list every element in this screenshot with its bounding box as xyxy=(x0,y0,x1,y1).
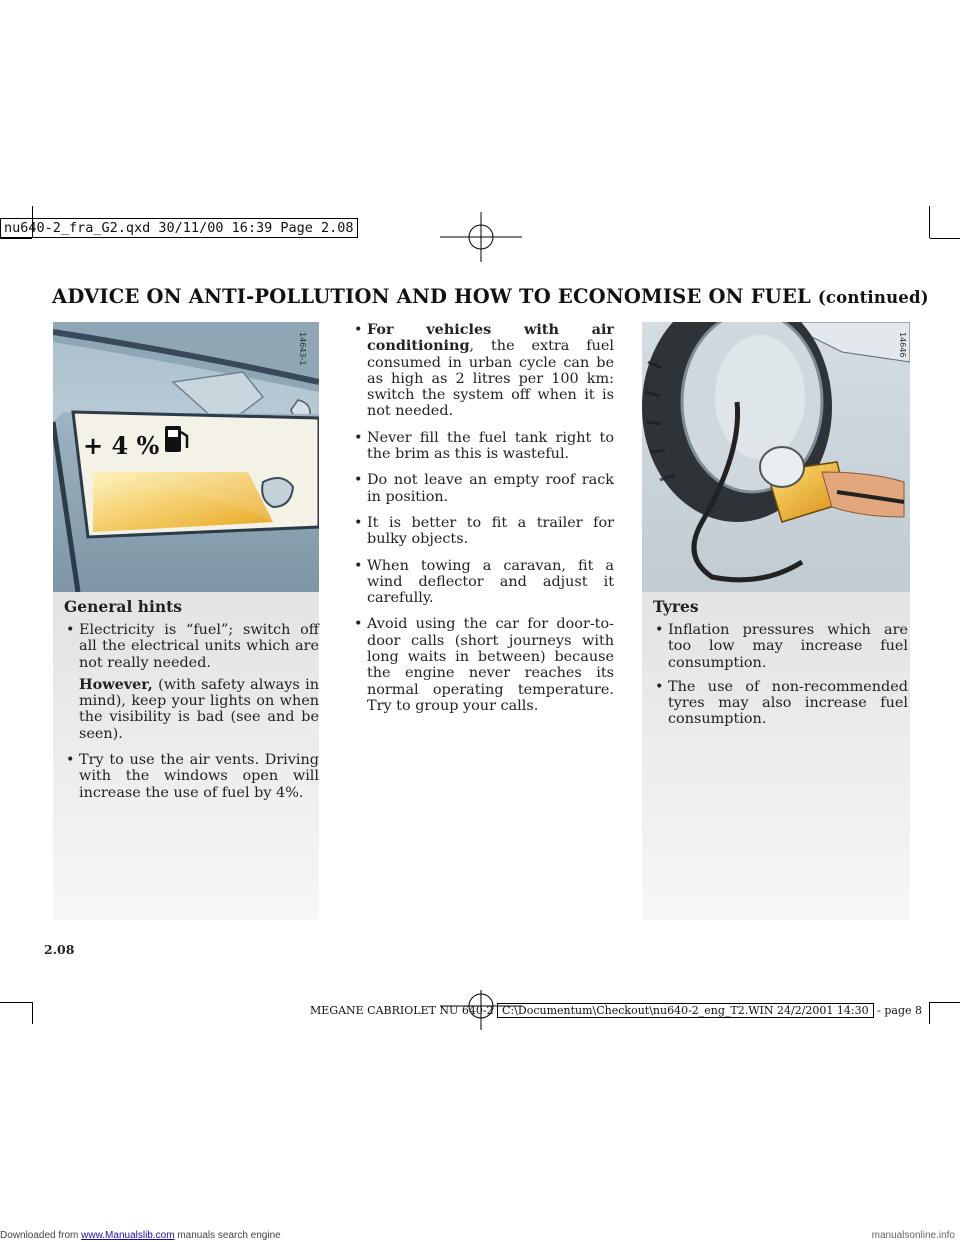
general-hints-title: General hints xyxy=(64,597,183,616)
heading-continued: (continued) xyxy=(817,288,929,307)
air-conditioning-text: , the extra fuel consumed in urban cycle can be as high as 2 litres per 100 km: switch the system off when it is not needed. xyxy=(367,338,614,420)
figure-ref-code: 14646 xyxy=(898,332,907,358)
crop-mark xyxy=(930,238,960,239)
figure-ref-code: 14643-1 xyxy=(298,332,307,366)
crop-mark xyxy=(930,1002,960,1003)
tyres-section xyxy=(653,598,908,735)
download-bar xyxy=(0,1229,960,1242)
car-window-illustration xyxy=(53,322,319,592)
hint-electricity: Electricity is “fuel”; switch off all the electrical units which are not really needed. xyxy=(79,622,319,671)
air-conditioning-label: For vehicles with air conditioning xyxy=(367,321,614,355)
crop-mark xyxy=(0,1002,32,1003)
footer-path: C:\Documentum\Checkout\nu640-2_eng_T2.WIN 24/2/2001 14:30 xyxy=(497,1003,874,1018)
list-item: • Avoid using the car for door-to-door calls (short journeys with long waits in between) because the engine never reaches its normal operating temperature. Try to group your calls. xyxy=(352,616,614,714)
list-item: • When towing a caravan, fit a wind deflector and adjust it carefully. xyxy=(352,558,614,607)
list-item: • Do not leave an empty roof rack in position. xyxy=(352,472,614,505)
page-number: 2.08 xyxy=(44,942,75,957)
footer-model: MEGANE CABRIOLET NU 640-2 xyxy=(310,1004,494,1017)
hint-lights-text: (with safety always in mind), keep your lights on when the visibility is bad (see and be seen). xyxy=(79,676,319,742)
heading-title: ADVICE ON ANTI-POLLUTION AND HOW TO ECONOMISE ON FUEL xyxy=(52,285,811,308)
general-hints-section xyxy=(64,598,319,808)
fuel-increase-label: + 4 % xyxy=(83,431,160,460)
registration-mark-icon xyxy=(440,212,522,262)
crop-mark xyxy=(32,1002,33,1024)
list-item xyxy=(64,622,319,742)
page-heading xyxy=(52,285,932,308)
print-slug: nu640-2_fra_G2.qxd 30/11/00 16:39 Page 2.08 xyxy=(0,217,358,239)
list-item: • The use of non-recommended tyres may also increase fuel consumption. xyxy=(653,679,908,728)
hint-lights xyxy=(79,677,319,742)
list-item: • Never fill the fuel tank right to the brim as this is wasteful. xyxy=(352,430,614,463)
footer-page: - page 8 xyxy=(877,1004,922,1017)
tyre-pressure-illustration xyxy=(642,322,910,592)
list-item: • It is better to fit a trailer for bulky objects. xyxy=(352,515,614,548)
download-suffix: manuals search engine xyxy=(177,1230,281,1241)
watermark-site: manualsonline.info xyxy=(871,1230,955,1241)
list-item xyxy=(64,752,319,801)
manualslib-link[interactable]: www.Manualslib.com xyxy=(81,1230,175,1241)
crop-mark xyxy=(929,206,930,238)
list-item: • Inflation pressures which are too low may increase fuel consumption. xyxy=(653,622,908,671)
tyres-title: Tyres xyxy=(653,597,699,616)
however-label: However, xyxy=(79,675,153,693)
list-item xyxy=(352,322,614,420)
crop-mark xyxy=(929,1002,930,1024)
print-footer xyxy=(310,1002,922,1020)
hint-air-vents: Try to use the air vents. Driving with the windows open will increase the use of fuel by 4%. xyxy=(79,752,319,801)
download-prefix: Downloaded from xyxy=(0,1230,79,1241)
fuel-tips-section xyxy=(352,322,614,721)
